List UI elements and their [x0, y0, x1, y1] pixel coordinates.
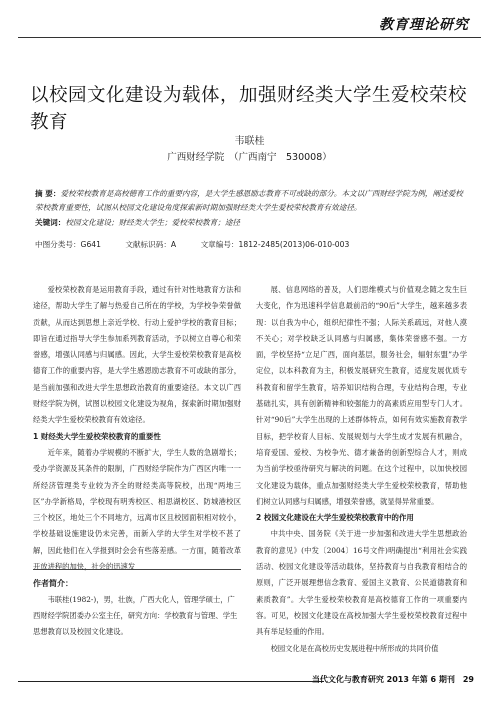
body-paragraph: 近年来，随着办学规模的不断扩大，学生人数的急剧增长；受办学资源及其条件的限制，广西财经学院作为广西区内唯一一所经济管理类专业较为齐全的财经类高等院校，出现“两地三区”办学新格局，学校现有明秀校区、相思湖校区、防城港校区三个校区，地处三个不同地方，远离市区且校园面积相对较小，学校基础设施建设仍未完善，而新入学的大学生对学校不甚了解，因此他们在入学报到时会会有些落差感。一方面，随着改革开放进程的加快，社会的迅速发	[33, 447, 241, 572]
section-heading: 1 财经类大学生爱校荣校教育的重要性	[33, 431, 161, 441]
page-footer	[18, 673, 474, 689]
abstract-text: 爱校荣校教育是高校德育工作的重要内容，是大学生感恩励志教育不可或缺的部分。本文以广西财经学院为例，阐述爱校荣校教育重要性，试图从校园文化建设角度探索新时期加强财经类大学生爱校荣校教育有效途径。	[35, 189, 463, 212]
running-header	[0, 0, 499, 40]
keywords-label: 关键词：	[35, 218, 66, 227]
author-footnote-label: 作者简介：	[33, 579, 73, 588]
footer-rule	[18, 681, 324, 682]
keywords-text: 校园文化建设；财经类大学生；爱校荣校教育；途径	[65, 218, 241, 227]
right-column	[256, 282, 467, 657]
article-number: 文章编号：1812-2485(2013)06-010-003	[200, 240, 350, 249]
body-paragraph: 校园文化是在高校历史发展进程中所形成的共同价值	[270, 643, 439, 653]
header-rule	[18, 37, 481, 38]
document-code: 文献标识码：A	[125, 240, 177, 249]
abstract-label: 摘 要：	[35, 189, 61, 198]
body-paragraph: 中共中央、国务院《关于进一步加强和改进大学生思想政治教育的意见》(中发〔2004〕16号文件)明确提出“利用社会实践活动、校园文化建设等活动载体，坚持教育与自我教育相结合的原则，广泛开展理想信念教育、爱国主义教育、公民道德教育和素质教育”。大学生爱校荣校教育是高校德育工作的一项重要内容。可见，校园文化建设在高校加强大学生爱校荣校教育过程中具有举足轻重的作用。	[256, 529, 467, 637]
author-name: 韦联桂	[234, 136, 265, 147]
keywords	[35, 216, 463, 230]
clc-number: 中图分类号：G641	[35, 240, 101, 249]
body-paragraph: 展、信息网络的普及，人们思维模式与价值观念随之发生巨大变化，作为迅速科学信息最前沿的“90后”大学生，越来越多表现：以自我为中心，组织纪律性不强；人际关系疏远，对他人漠不关心；对学校缺乏认同感与归属感，集体荣誉感不强。一方面，学校坚持“立足广西，面向基层，服务社会，辐射东盟”办学定位，以本科教育为主，积极发展研究生教育，适度发展优质专科教育和留学生教育，培养知识结构合理，专业结构合理，专业基础扎实，具有创新精神和较强能力的高素质应用型专门人才。针对“90后”大学生出现的上述群体特点，如何有效实施教育教学目标，把学校育人目标、发展规划与大学生成才发展有机融合，培育爱国、爱校、为校争光、德才兼备的创新型综合人才，则成为当前学校亟待研究与解决的问题。在这个过程中，以加快校园文化建设为载体，重点加强财经类大学生爱校荣校教育，帮助他们树立认同感与归属感，增强荣誉感，就显得异常重要。	[256, 285, 467, 506]
left-column	[33, 282, 241, 575]
classification-line	[35, 239, 463, 250]
footer-journal-page: 当代文化与教育研究 2013 年第 6 期刊 29	[311, 675, 474, 684]
author-affiliation: 广西财经学院 （广西南宁 530008）	[167, 152, 332, 163]
section-heading: 2 校园文化建设在大学生爱校荣校教育中的作用	[256, 513, 414, 523]
body-paragraph: 爱校荣校教育是运用教育手段，通过有针对性地教育方法和途径，帮助大学生了解与热爱自己所在的学校，为学校争荣誉做贡献，从而达到思想上亲近学校、行动上爱护学校的教育目标；即旨在通过指导大学生参加系列教育活动，予以树立自尊心和荣誉感，增强认同感与归属感。因此，大学生爱校荣校教育是高校德育工作的重要内容，是大学生感恩励志教育不可或缺的部分，是当前加强和改进大学生思想政治教育的重要途径。本文以广西财经学院为例，试图以校园文化建设为视角，探索新时期加强财经类大学生爱校荣校教育有效途径。	[33, 285, 241, 425]
article-title: 以校园文化建设为载体，加强财经类大学生爱校荣校教育	[30, 85, 468, 134]
section-title: 教育理论研究	[379, 17, 469, 33]
abstract	[35, 187, 463, 215]
author-footnote	[33, 569, 241, 640]
author-footnote-text: 韦联桂(1982-)，男，壮族，广西大化人，管理学硕士，广西财经学院团委办公室主任，研究方向：学校教育与管理、学生思想教育以及校园文化建设。	[33, 595, 238, 636]
